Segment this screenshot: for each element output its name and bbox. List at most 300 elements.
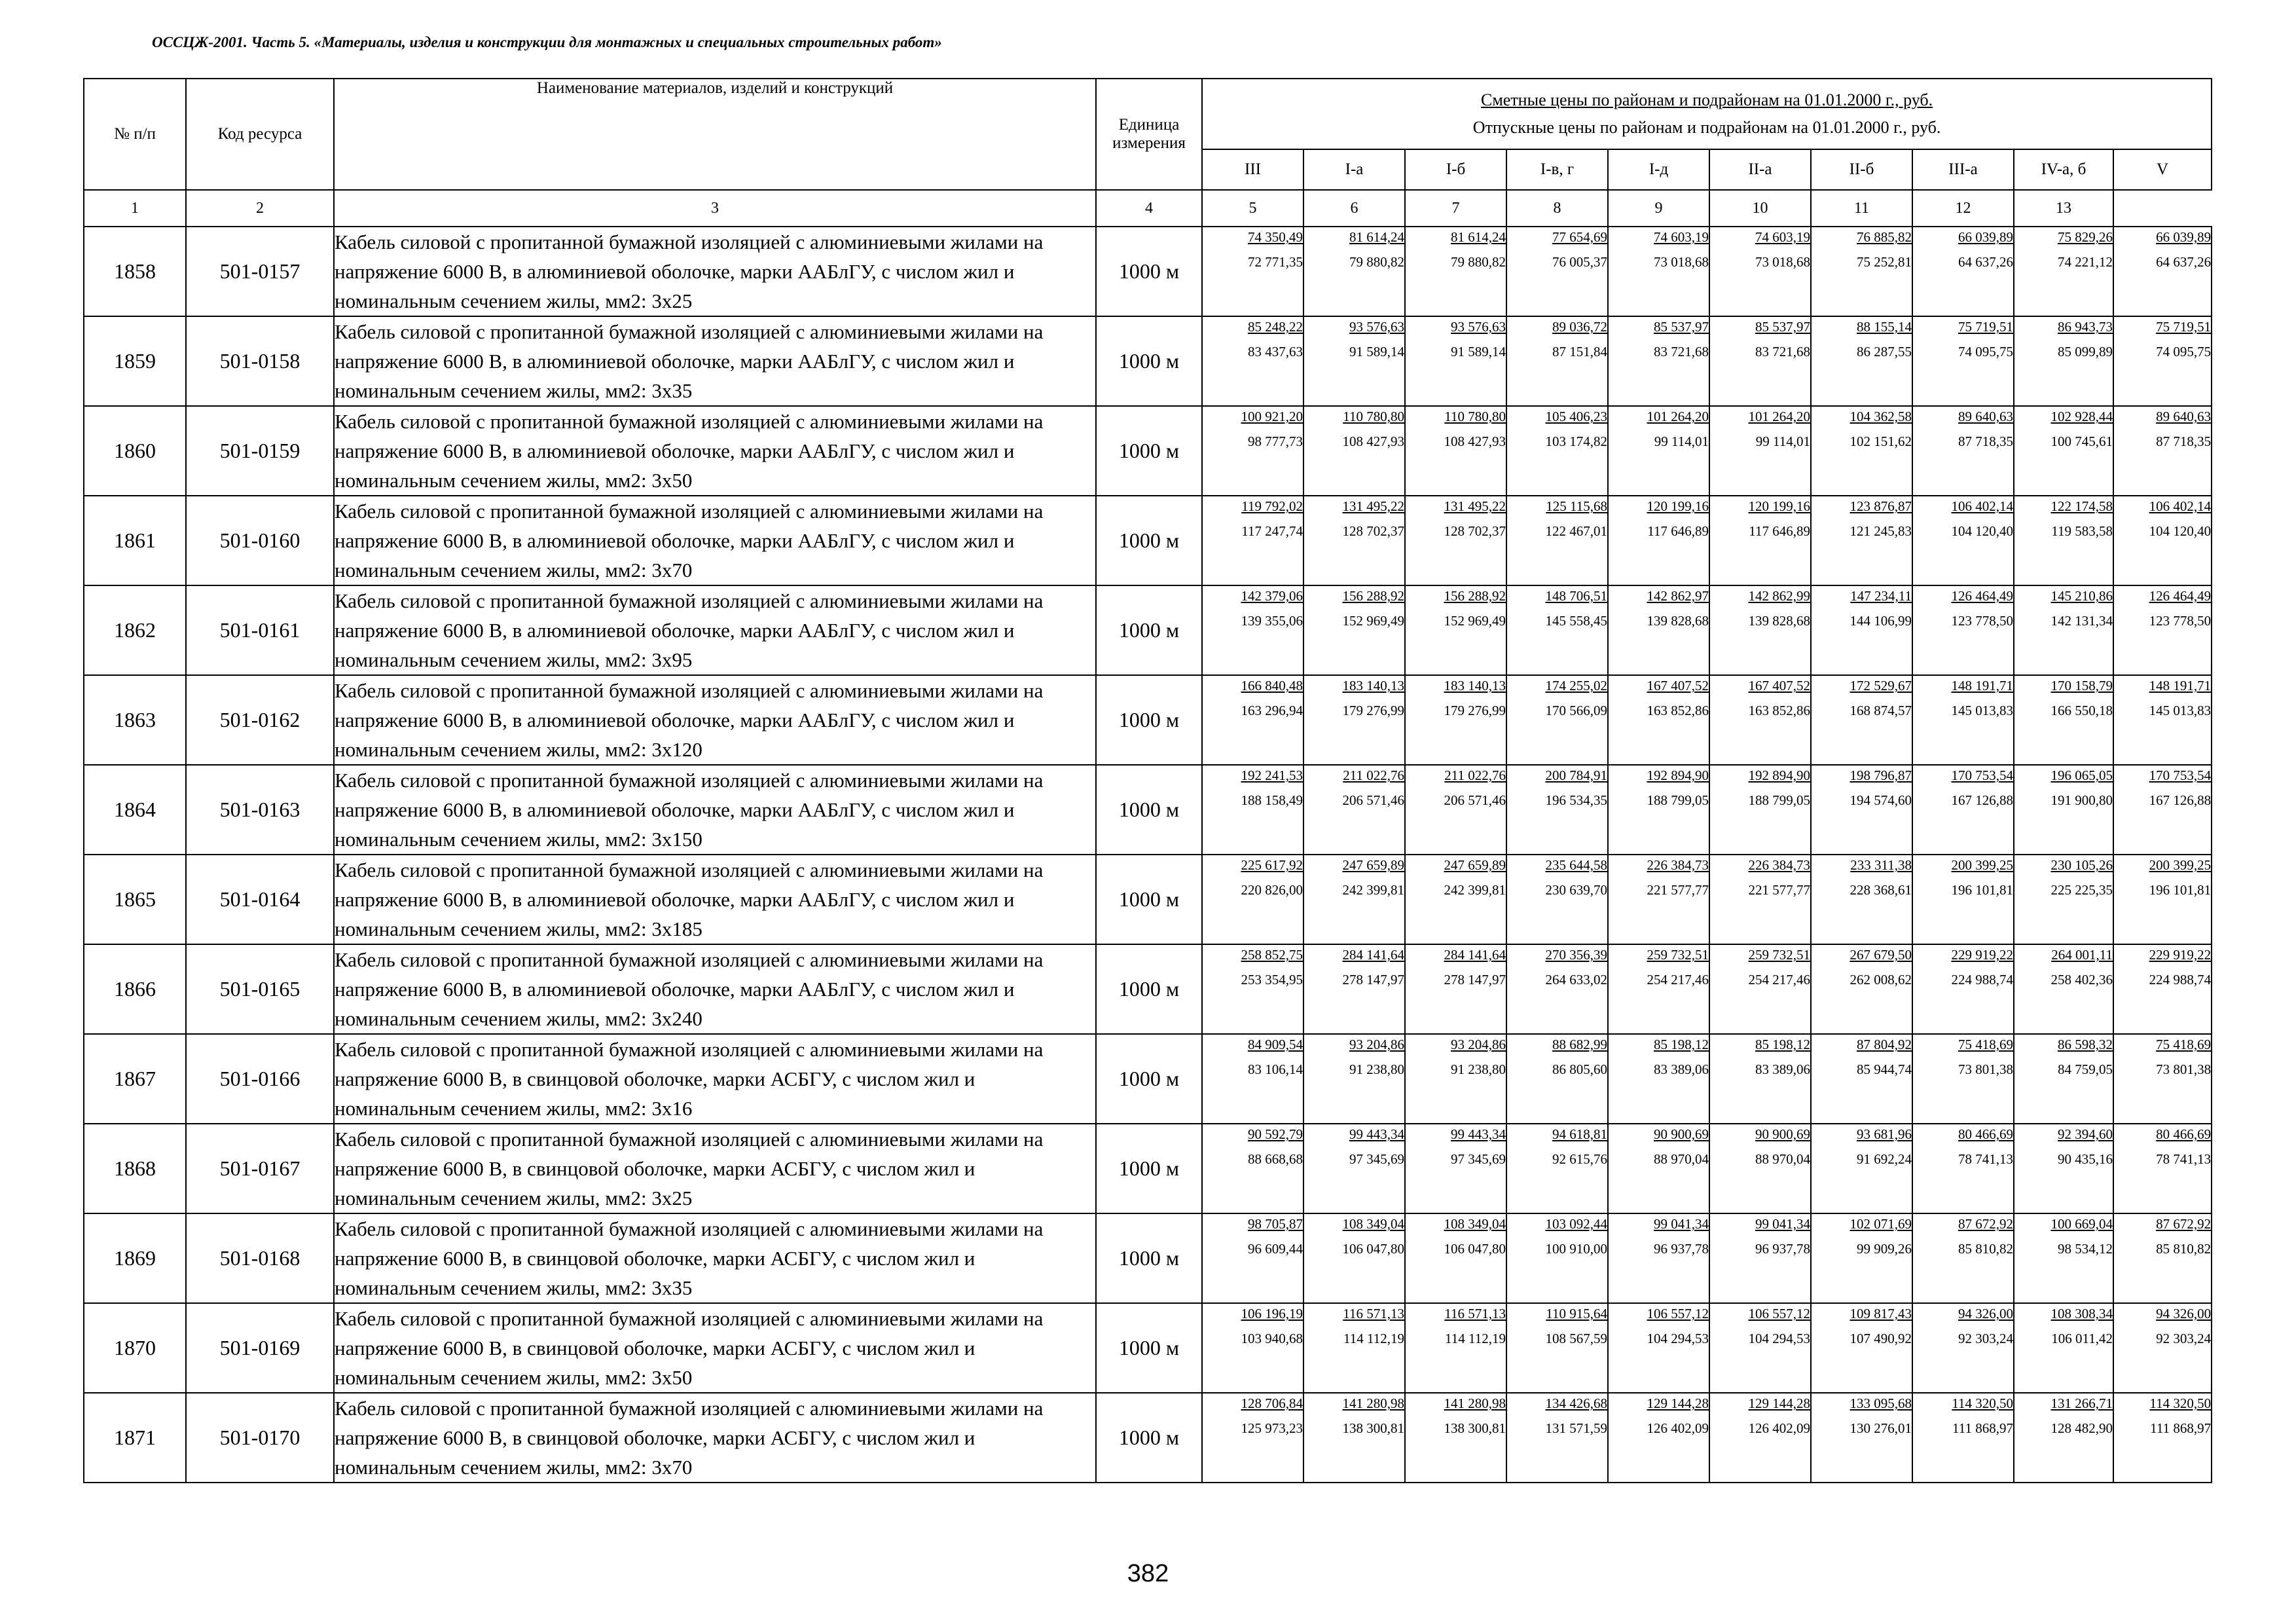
price-cell — [1202, 765, 1303, 855]
row-code: 501-0168 — [186, 1213, 334, 1303]
row-name: Кабель силовой с пропитанной бумажной изоляцией с алюминиевыми жилами на напряжение 6000 В, в алюминиевой оболочке, марки ААБлГУ, с числом жил и номинальным сечением жилы, мм2: 3х50 — [334, 406, 1096, 496]
release-price: 145 558,45 — [1545, 613, 1607, 629]
price-cell — [1912, 765, 2014, 855]
release-price: 225 225,35 — [2050, 882, 2113, 898]
estimate-price: 89 640,63 — [2156, 409, 2212, 424]
release-price: 87 718,35 — [2156, 434, 2212, 449]
price-cell — [1202, 855, 1303, 944]
price-cell — [1202, 1303, 1303, 1393]
estimate-price: 66 039,89 — [2156, 229, 2212, 245]
estimate-price: 93 576,63 — [1451, 319, 1506, 335]
price-cell — [2014, 496, 2113, 585]
price-cell — [1506, 496, 1608, 585]
estimate-price: 85 198,12 — [1755, 1037, 1810, 1052]
estimate-price: 106 557,12 — [1748, 1306, 1810, 1321]
row-unit: 1000 м — [1096, 1393, 1202, 1483]
price-cell — [1709, 855, 1811, 944]
release-price: 119 583,58 — [2051, 523, 2113, 539]
price-cell — [1202, 496, 1303, 585]
estimate-price: 114 320,50 — [2149, 1395, 2212, 1411]
estimate-price: 267 679,50 — [1850, 947, 1912, 963]
release-price: 96 609,44 — [1248, 1241, 1303, 1257]
estimate-price: 122 174,58 — [2050, 498, 2113, 514]
release-price: 106 011,42 — [2051, 1331, 2113, 1346]
estimate-price: 133 095,68 — [1850, 1395, 1912, 1411]
release-price: 85 810,82 — [1958, 1241, 2013, 1257]
price-cell — [1608, 1393, 1709, 1483]
release-price: 242 399,81 — [1444, 882, 1506, 898]
price-cell — [1405, 1303, 1506, 1393]
price-cell — [1506, 765, 1608, 855]
price-cell — [1506, 406, 1608, 496]
release-price: 123 778,50 — [1951, 613, 2013, 629]
estimate-price: 76 885,82 — [1857, 229, 1912, 245]
row-code: 501-0159 — [186, 406, 334, 496]
column-number: 7 — [1405, 190, 1506, 227]
estimate-price: 93 204,86 — [1451, 1037, 1506, 1052]
release-price: 278 147,97 — [1444, 972, 1506, 987]
region-header: IV-а, б — [2014, 149, 2113, 190]
price-cell — [1405, 585, 1506, 675]
price-cell — [1811, 855, 1912, 944]
estimate-price: 74 603,19 — [1755, 229, 1810, 245]
price-cell — [1202, 675, 1303, 765]
release-price: 75 252,81 — [1857, 254, 1912, 270]
release-price: 131 571,59 — [1545, 1420, 1607, 1436]
release-price: 74 095,75 — [2156, 344, 2212, 360]
release-price: 73 801,38 — [2156, 1061, 2212, 1077]
row-num: 1871 — [84, 1393, 186, 1483]
price-cell — [1303, 675, 1405, 765]
column-number: 3 — [334, 190, 1096, 227]
release-price: 96 937,78 — [1755, 1241, 1810, 1257]
release-price: 87 151,84 — [1552, 344, 1607, 360]
release-price: 114 112,19 — [1445, 1331, 1506, 1346]
release-price: 87 718,35 — [1958, 434, 2013, 449]
column-number: 5 — [1202, 190, 1303, 227]
document-header: ОССЦЖ-2001. Часть 5. «Материалы, изделия и конструкции для монтажных и специальных строительных работ» — [152, 34, 942, 50]
estimate-price: 129 144,28 — [1647, 1395, 1709, 1411]
price-cell — [1608, 316, 1709, 406]
price-cell — [1912, 227, 2014, 316]
price-cell — [1202, 585, 1303, 675]
estimate-price: 170 158,79 — [2050, 678, 2113, 693]
release-price: 92 303,24 — [1958, 1331, 2013, 1346]
release-price: 90 435,16 — [2058, 1151, 2113, 1167]
price-cell — [2113, 765, 2212, 855]
estimate-price: 131 266,71 — [2050, 1395, 2113, 1411]
price-cell — [1405, 1034, 1506, 1124]
price-cell — [2014, 585, 2113, 675]
release-price: 85 810,82 — [2156, 1241, 2212, 1257]
price-cell — [1202, 316, 1303, 406]
column-number: 4 — [1096, 190, 1202, 227]
estimate-price: 103 092,44 — [1545, 1216, 1607, 1232]
price-cell — [2113, 227, 2212, 316]
release-price: 138 300,81 — [1444, 1420, 1506, 1436]
table-row — [84, 765, 2212, 855]
release-price: 83 106,14 — [1248, 1061, 1303, 1077]
price-cell — [1709, 1124, 1811, 1213]
release-price: 163 296,94 — [1241, 703, 1303, 718]
row-code: 501-0162 — [186, 675, 334, 765]
row-num: 1868 — [84, 1124, 186, 1213]
price-cell — [1506, 1393, 1608, 1483]
estimate-price: 134 426,68 — [1545, 1395, 1607, 1411]
price-cell — [1811, 1303, 1912, 1393]
release-price: 74 095,75 — [1958, 344, 2013, 360]
price-cell — [1506, 1213, 1608, 1303]
row-unit: 1000 м — [1096, 1213, 1202, 1303]
price-cell — [1811, 1213, 1912, 1303]
row-name: Кабель силовой с пропитанной бумажной изоляцией с алюминиевыми жилами на напряжение 6000 В, в алюминиевой оболочке, марки ААБлГУ, с числом жил и номинальным сечением жилы, мм2: 3х70 — [334, 496, 1096, 585]
release-price: 117 247,74 — [1241, 523, 1303, 539]
estimate-price: 100 669,04 — [2050, 1216, 2113, 1232]
col-header-prices — [1202, 79, 2212, 149]
estimate-price: 156 288,92 — [1342, 588, 1404, 604]
price-cell — [1303, 1393, 1405, 1483]
price-cell — [2113, 675, 2212, 765]
release-price: 88 970,04 — [1654, 1151, 1709, 1167]
price-cell — [2113, 496, 2212, 585]
region-header: III — [1202, 149, 1303, 190]
release-price: 224 988,74 — [2149, 972, 2212, 987]
price-cell — [1608, 227, 1709, 316]
release-price: 242 399,81 — [1342, 882, 1404, 898]
row-code: 501-0158 — [186, 316, 334, 406]
price-cell — [1709, 944, 1811, 1034]
table-row — [84, 1213, 2212, 1303]
release-price: 86 805,60 — [1552, 1061, 1607, 1077]
price-cell — [1608, 406, 1709, 496]
price-cell — [2113, 1213, 2212, 1303]
row-code: 501-0161 — [186, 585, 334, 675]
prices-release-title: Отпускные цены по районам и подрайонам на 01.01.2000 г., руб. — [1472, 118, 1941, 137]
price-cell — [2014, 227, 2113, 316]
release-price: 130 276,01 — [1850, 1420, 1912, 1436]
estimate-price: 170 753,54 — [2149, 767, 2212, 783]
estimate-price: 88 682,99 — [1552, 1037, 1607, 1052]
estimate-price: 89 036,72 — [1552, 319, 1607, 335]
region-header: II-а — [1709, 149, 1811, 190]
price-cell — [1303, 227, 1405, 316]
release-price: 138 300,81 — [1342, 1420, 1404, 1436]
estimate-price: 85 537,97 — [1654, 319, 1709, 335]
estimate-price: 90 900,69 — [1755, 1126, 1810, 1142]
release-price: 85 944,74 — [1857, 1061, 1912, 1077]
release-price: 104 120,40 — [1951, 523, 2013, 539]
release-price: 104 294,53 — [1647, 1331, 1709, 1346]
price-cell — [1202, 1034, 1303, 1124]
price-cell — [1811, 944, 1912, 1034]
col-header-unit: Единица измерения — [1096, 79, 1202, 190]
column-number: 13 — [2014, 190, 2113, 227]
release-price: 91 692,24 — [1857, 1151, 1912, 1167]
estimate-price: 226 384,73 — [1647, 857, 1709, 873]
table-row — [84, 944, 2212, 1034]
estimate-price: 284 141,64 — [1342, 947, 1404, 963]
price-cell — [1709, 1393, 1811, 1483]
row-num: 1858 — [84, 227, 186, 316]
estimate-price: 264 001,11 — [2051, 947, 2113, 963]
price-cell — [2113, 1393, 2212, 1483]
price-cell — [1912, 1034, 2014, 1124]
release-price: 196 101,81 — [2149, 882, 2212, 898]
estimate-price: 85 198,12 — [1654, 1037, 1709, 1052]
column-number: 1 — [84, 190, 186, 227]
estimate-price: 148 191,71 — [1951, 678, 2013, 693]
price-cell — [1608, 1303, 1709, 1393]
release-price: 73 018,68 — [1755, 254, 1810, 270]
row-num: 1864 — [84, 765, 186, 855]
price-cell — [2113, 944, 2212, 1034]
release-price: 111 868,97 — [2150, 1420, 2212, 1436]
release-price: 191 900,80 — [2050, 792, 2113, 808]
prices-estimate-title: Сметные цены по районам и подрайонам на 01.01.2000 г., руб. — [1480, 90, 1933, 109]
estimate-price: 226 384,73 — [1748, 857, 1810, 873]
row-code: 501-0167 — [186, 1124, 334, 1213]
release-price: 106 047,80 — [1444, 1241, 1506, 1257]
row-name: Кабель силовой с пропитанной бумажной изоляцией с алюминиевыми жилами на напряжение 6000 В, в алюминиевой оболочке, марки ААБлГУ, с числом жил и номинальным сечением жилы, мм2: 3х95 — [334, 585, 1096, 675]
price-cell — [1912, 585, 2014, 675]
row-num: 1869 — [84, 1213, 186, 1303]
estimate-price: 142 862,99 — [1748, 588, 1810, 604]
price-cell — [1506, 585, 1608, 675]
release-price: 97 345,69 — [1349, 1151, 1404, 1167]
price-cell — [1709, 316, 1811, 406]
estimate-price: 166 840,48 — [1241, 678, 1303, 693]
release-price: 220 826,00 — [1241, 882, 1303, 898]
estimate-price: 75 719,51 — [1958, 319, 2013, 335]
release-price: 99 114,01 — [1755, 434, 1810, 449]
row-num: 1859 — [84, 316, 186, 406]
price-cell — [1912, 316, 2014, 406]
release-price: 111 868,97 — [1952, 1420, 2013, 1436]
column-number: 10 — [1709, 190, 1811, 227]
release-price: 163 852,86 — [1647, 703, 1709, 718]
row-name: Кабель силовой с пропитанной бумажной изоляцией с алюминиевыми жилами на напряжение 6000 В, в алюминиевой оболочке, марки ААБлГУ, с числом жил и номинальным сечением жилы, мм2: 3х25 — [334, 227, 1096, 316]
row-unit: 1000 м — [1096, 316, 1202, 406]
release-price: 167 126,88 — [2149, 792, 2212, 808]
price-cell — [2014, 1124, 2113, 1213]
release-price: 88 970,04 — [1755, 1151, 1810, 1167]
release-price: 139 828,68 — [1647, 613, 1709, 629]
estimate-price: 183 140,13 — [1444, 678, 1506, 693]
price-cell — [1811, 316, 1912, 406]
release-price: 83 721,68 — [1755, 344, 1810, 360]
estimate-price: 92 394,60 — [2058, 1126, 2113, 1142]
table-row — [84, 855, 2212, 944]
row-name: Кабель силовой с пропитанной бумажной изоляцией с алюминиевыми жилами на напряжение 6000 В, в свинцовой оболочке, марки АСБГУ, с числом жил и номинальным сечением жилы, мм2: 3х35 — [334, 1213, 1096, 1303]
col-header-code: Код ресурса — [186, 79, 334, 190]
region-header: I-в, г — [1506, 149, 1608, 190]
estimate-price: 131 495,22 — [1342, 498, 1404, 514]
estimate-price: 108 308,34 — [2050, 1306, 2113, 1321]
price-cell — [1303, 1034, 1405, 1124]
table-row — [84, 1034, 2212, 1124]
estimate-price: 229 919,22 — [1951, 947, 2013, 963]
estimate-price: 110 915,64 — [1546, 1306, 1607, 1321]
price-cell — [1912, 944, 2014, 1034]
estimate-price: 225 617,92 — [1241, 857, 1303, 873]
row-name: Кабель силовой с пропитанной бумажной изоляцией с алюминиевыми жилами на напряжение 6000 В, в алюминиевой оболочке, марки ААБлГУ, с числом жил и номинальным сечением жилы, мм2: 3х240 — [334, 944, 1096, 1034]
estimate-price: 109 817,43 — [1850, 1306, 1912, 1321]
price-cell — [1608, 675, 1709, 765]
table-row — [84, 316, 2212, 406]
release-price: 142 131,34 — [2050, 613, 2113, 629]
table-row — [84, 1303, 2212, 1393]
price-cell — [1303, 1303, 1405, 1393]
estimate-price: 101 264,20 — [1647, 409, 1709, 424]
row-num: 1866 — [84, 944, 186, 1034]
estimate-price: 200 399,25 — [1951, 857, 2013, 873]
row-code: 501-0160 — [186, 496, 334, 585]
estimate-price: 116 571,13 — [1444, 1306, 1506, 1321]
release-price: 107 490,92 — [1850, 1331, 1912, 1346]
estimate-price: 81 614,24 — [1451, 229, 1506, 245]
price-cell — [1506, 855, 1608, 944]
price-cell — [1303, 496, 1405, 585]
estimate-price: 198 796,87 — [1850, 767, 1912, 783]
release-price: 128 702,37 — [1342, 523, 1404, 539]
estimate-price: 142 862,97 — [1647, 588, 1709, 604]
estimate-price: 94 326,00 — [2156, 1306, 2212, 1321]
release-price: 64 637,26 — [2156, 254, 2212, 270]
price-cell — [2014, 1213, 2113, 1303]
estimate-price: 93 576,63 — [1349, 319, 1404, 335]
release-price: 83 721,68 — [1654, 344, 1709, 360]
price-cell — [1709, 585, 1811, 675]
column-number: 6 — [1303, 190, 1405, 227]
price-cell — [1811, 765, 1912, 855]
estimate-price: 86 598,32 — [2058, 1037, 2113, 1052]
page-number: 382 — [1127, 1560, 1169, 1587]
price-cell — [1912, 855, 2014, 944]
estimate-price: 81 614,24 — [1349, 229, 1404, 245]
release-price: 102 151,62 — [1850, 434, 1912, 449]
estimate-price: 99 041,34 — [1654, 1216, 1709, 1232]
release-price: 83 389,06 — [1755, 1061, 1810, 1077]
row-name: Кабель силовой с пропитанной бумажной изоляцией с алюминиевыми жилами на напряжение 6000 В, в алюминиевой оболочке, марки ААБлГУ, с числом жил и номинальным сечением жилы, мм2: 3х150 — [334, 765, 1096, 855]
release-price: 254 217,46 — [1748, 972, 1810, 987]
price-cell — [2014, 406, 2113, 496]
release-price: 98 534,12 — [2058, 1241, 2113, 1257]
estimate-price: 106 196,19 — [1241, 1306, 1303, 1321]
row-num: 1861 — [84, 496, 186, 585]
release-price: 139 828,68 — [1748, 613, 1810, 629]
price-cell — [1405, 944, 1506, 1034]
release-price: 194 574,60 — [1850, 792, 1912, 808]
release-price: 117 646,89 — [1749, 523, 1810, 539]
estimate-price: 94 618,81 — [1552, 1126, 1607, 1142]
price-cell — [1811, 1393, 1912, 1483]
release-price: 76 005,37 — [1552, 254, 1607, 270]
price-cell — [2113, 1034, 2212, 1124]
release-price: 108 567,59 — [1545, 1331, 1607, 1346]
row-unit: 1000 м — [1096, 585, 1202, 675]
estimate-price: 85 248,22 — [1248, 319, 1303, 335]
estimate-price: 126 464,49 — [2149, 588, 2212, 604]
price-cell — [1303, 316, 1405, 406]
row-unit: 1000 м — [1096, 496, 1202, 585]
price-cell — [1303, 1124, 1405, 1213]
estimate-price: 148 706,51 — [1545, 588, 1607, 604]
estimate-price: 167 407,52 — [1647, 678, 1709, 693]
release-price: 144 106,99 — [1850, 613, 1912, 629]
estimate-price: 200 399,25 — [2149, 857, 2212, 873]
release-price: 179 276,99 — [1444, 703, 1506, 718]
estimate-price: 98 705,87 — [1248, 1216, 1303, 1232]
release-price: 91 238,80 — [1349, 1061, 1404, 1077]
estimate-price: 74 603,19 — [1654, 229, 1709, 245]
estimate-price: 87 672,92 — [1958, 1216, 2013, 1232]
row-name: Кабель силовой с пропитанной бумажной изоляцией с алюминиевыми жилами на напряжение 6000 В, в свинцовой оболочке, марки АСБГУ, с числом жил и номинальным сечением жилы, мм2: 3х16 — [334, 1034, 1096, 1124]
price-cell — [1811, 406, 1912, 496]
price-cell — [1912, 406, 2014, 496]
price-cell — [1709, 406, 1811, 496]
price-cell — [2014, 1303, 2113, 1393]
estimate-price: 100 921,20 — [1241, 409, 1303, 424]
release-price: 100 910,00 — [1545, 1241, 1607, 1257]
price-cell — [1608, 765, 1709, 855]
price-cell — [1709, 765, 1811, 855]
release-price: 152 969,49 — [1342, 613, 1404, 629]
price-cell — [1202, 1124, 1303, 1213]
release-price: 145 013,83 — [2149, 703, 2212, 718]
release-price: 258 402,36 — [2050, 972, 2113, 987]
estimate-price: 128 706,84 — [1241, 1395, 1303, 1411]
estimate-price: 131 495,22 — [1444, 498, 1506, 514]
price-cell — [1608, 1213, 1709, 1303]
row-unit: 1000 м — [1096, 227, 1202, 316]
estimate-price: 192 241,53 — [1241, 767, 1303, 783]
price-cell — [1405, 1213, 1506, 1303]
estimate-price: 99 443,34 — [1349, 1126, 1404, 1142]
estimate-price: 106 402,14 — [1951, 498, 2013, 514]
release-price: 188 799,05 — [1748, 792, 1810, 808]
estimate-price: 174 255,02 — [1545, 678, 1607, 693]
estimate-price: 106 402,14 — [2149, 498, 2212, 514]
release-price: 166 550,18 — [2050, 703, 2113, 718]
price-cell — [1303, 855, 1405, 944]
release-price: 126 402,09 — [1748, 1420, 1810, 1436]
price-cell — [2113, 1303, 2212, 1393]
release-price: 167 126,88 — [1951, 792, 2013, 808]
estimate-price: 172 529,67 — [1850, 678, 1912, 693]
price-cell — [2113, 585, 2212, 675]
price-cell — [2113, 855, 2212, 944]
estimate-price: 116 571,13 — [1343, 1306, 1404, 1321]
release-price: 104 294,53 — [1748, 1331, 1810, 1346]
release-price: 128 702,37 — [1444, 523, 1506, 539]
price-cell — [1405, 1124, 1506, 1213]
price-cell — [1506, 1303, 1608, 1393]
release-price: 104 120,40 — [2149, 523, 2212, 539]
estimate-price: 93 204,86 — [1349, 1037, 1404, 1052]
price-cell — [1811, 1034, 1912, 1124]
region-header: V — [2113, 149, 2212, 190]
release-price: 196 534,35 — [1545, 792, 1607, 808]
price-cell — [1202, 227, 1303, 316]
release-price: 73 801,38 — [1958, 1061, 2013, 1077]
row-num: 1865 — [84, 855, 186, 944]
price-cell — [1405, 855, 1506, 944]
estimate-price: 99 041,34 — [1755, 1216, 1810, 1232]
price-cell — [1709, 675, 1811, 765]
row-code: 501-0170 — [186, 1393, 334, 1483]
estimate-price: 125 115,68 — [1546, 498, 1607, 514]
price-cell — [1608, 496, 1709, 585]
